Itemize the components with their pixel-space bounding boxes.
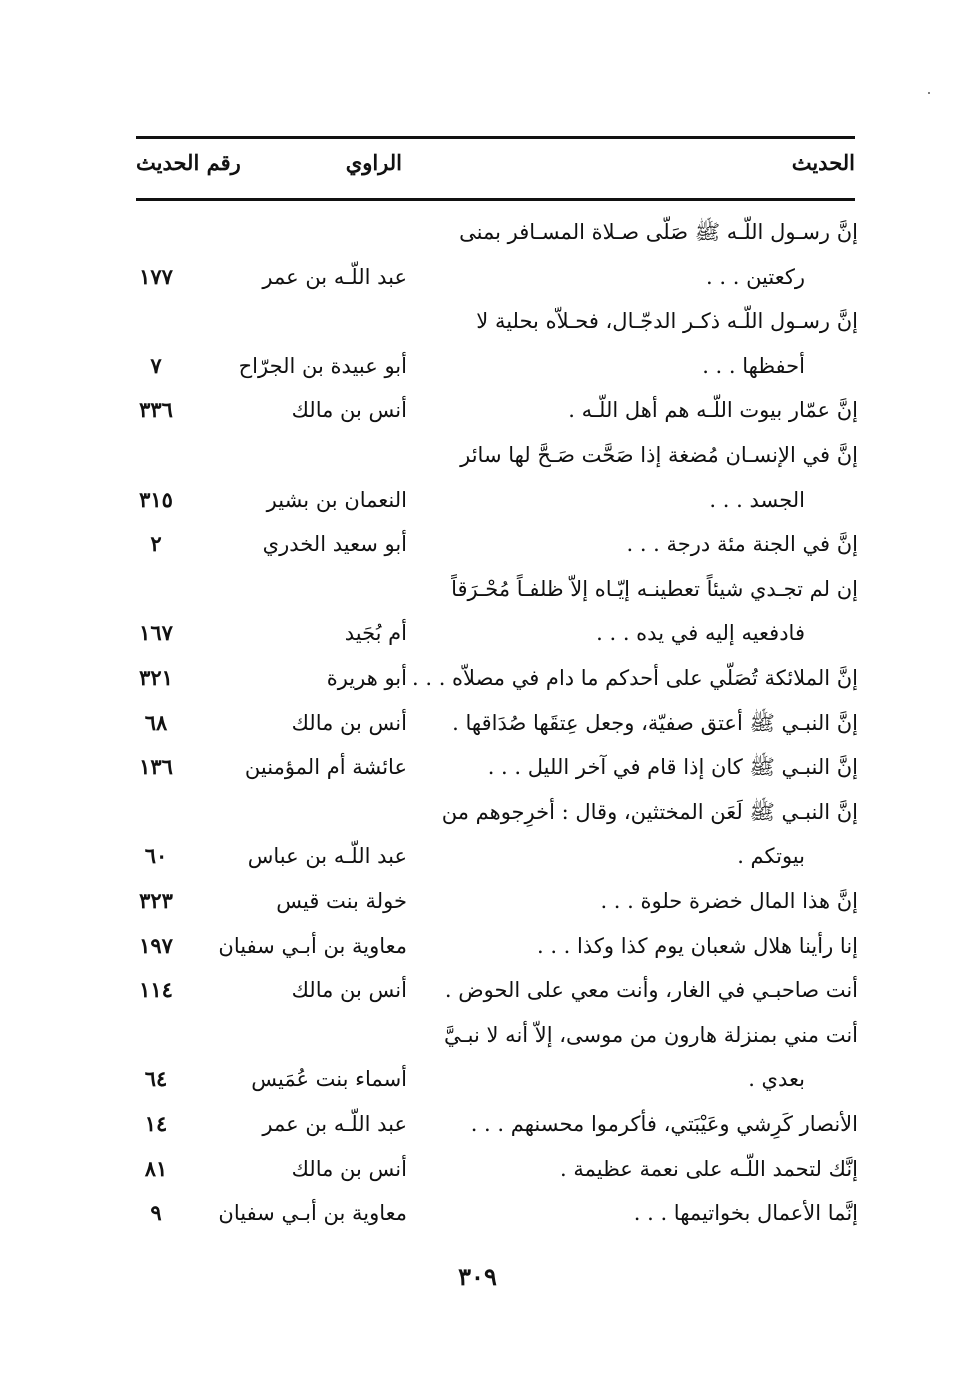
narrator-name: أنس بن مالك <box>291 978 407 1003</box>
table-line <box>0 1147 955 1191</box>
header-top-rule <box>136 136 855 139</box>
hadith-text: إنَّك لتحمد اللّـه على نعمة عظيمة . <box>559 1156 858 1181</box>
table-line <box>0 745 955 789</box>
table-line <box>0 879 955 923</box>
hadith-text: الجسد . . . <box>709 487 805 512</box>
narrator-name: أسماء بنت عُمَيس <box>251 1067 407 1092</box>
hadith-text: أحفظها . . . <box>702 353 805 378</box>
hadith-text: إنَّ عمّار بيوت اللّـه هم أهل اللّـه . <box>568 398 858 423</box>
table-header <box>136 146 855 186</box>
hadith-text: إنَّ النبـي ﷺ كان إذا قام في آخر الليل . . . <box>487 755 858 780</box>
narrator-name: عبد اللّـه بن عباس <box>247 844 407 869</box>
narrator-name: عائشة أم المؤمنين <box>244 755 407 780</box>
hadith-number: ٢ <box>150 531 162 557</box>
table-line <box>0 1102 955 1146</box>
hadith-number: ٦٨ <box>144 709 168 735</box>
narrator-name: أم بُجَيد <box>344 621 407 646</box>
hadith-text: إنَّ النبـي ﷺ أعتق صفيّة، وجعل عِتقَها صُدَاقها . <box>452 710 858 735</box>
narrator-name: أبو عبيدة بن الجرّاح <box>238 353 407 378</box>
hadith-number: ١٣٦ <box>139 754 173 780</box>
narrator-name: عبد اللّـه بن عمر <box>262 1112 407 1136</box>
hadith-number: ٧ <box>150 352 162 378</box>
hadith-text: إنَّ الملائكة تُصَلّي على أحدكم ما دام في مصلاّه . . . <box>412 666 858 690</box>
table-line <box>0 210 955 254</box>
table-line <box>0 656 955 700</box>
scan-speck <box>928 92 930 94</box>
hadith-number: ٣١٥ <box>139 486 173 512</box>
narrator-name: أبو هريرة <box>326 666 407 690</box>
hadith-text: إنَّ في الجنة مئة درجة . . . <box>626 532 858 557</box>
hadith-text: إنا رأينا هلال شعبان يوم كذا وكذا . . . <box>536 933 858 958</box>
narrator-name: خولة بنت قيس <box>276 889 407 913</box>
table-line <box>0 522 955 566</box>
hadith-text: ركعتين . . . <box>706 264 805 289</box>
hadith-text: إنَّ رسـول اللّـه ﷺ صَلّى صـلاة المسـافر بمنى <box>459 220 858 244</box>
table-line <box>0 924 955 968</box>
table-line <box>0 255 955 299</box>
narrator-name: أنس بن مالك <box>291 1156 407 1181</box>
table-line <box>0 968 955 1012</box>
hadith-text: إنَّما الأعمال بخواتيمها . . . <box>633 1201 858 1226</box>
hadith-number: ٨١ <box>144 1155 168 1181</box>
header-narrator: الراوي <box>345 150 402 175</box>
hadith-text: إنَّ هذا المال خضرة حلوة . . . <box>600 889 858 913</box>
table-line <box>0 834 955 878</box>
hadith-number: ٣٢٣ <box>139 888 173 913</box>
narrator-name: أنس بن مالك <box>291 710 407 735</box>
hadith-number: ١١٤ <box>139 977 173 1003</box>
hadith-number: ٦٠ <box>144 843 168 869</box>
header-hadith-number: رقم الحديث <box>136 150 241 175</box>
hadith-number: ١٩٧ <box>139 932 173 958</box>
narrator-name: معاوية بن أبـي سفيان <box>218 933 407 958</box>
table-line <box>0 388 955 432</box>
table-line <box>0 1013 955 1057</box>
hadith-text: فادفعيه إليه في يده . . . <box>596 621 805 646</box>
hadith-text: الأنصار كَرِشي وعَيْبَتي، فأكرموا محسنهم . . . <box>470 1112 858 1136</box>
hadith-text: إنَّ النبـي ﷺ لَعَن المختثين، وقال : أخرِجوهم من <box>441 799 858 824</box>
page-number: ٣٠٩ <box>458 1262 497 1291</box>
hadith-text: إن لم تجـدي شيئاً تعطينـه إيّـاه إلاّ ظلفـاً مُحْـرَقاً <box>451 576 858 601</box>
hadith-text: أنت مني بمنزلة هارون من موسى، إلاّ أنه لا نبـيَّ <box>444 1022 858 1047</box>
hadith-text: بعدي . <box>748 1067 805 1092</box>
table-line <box>0 1057 955 1101</box>
narrator-name: عبد اللّـه بن عمر <box>262 264 407 289</box>
hadith-text: أنت صاحبـي في الغار، وأنت معي على الحوض . <box>444 978 858 1003</box>
hadith-number: ١٦٧ <box>139 620 173 646</box>
hadith-number: ٩ <box>150 1200 162 1226</box>
table-line <box>0 790 955 834</box>
hadith-number: ٦٤ <box>144 1066 168 1092</box>
hadith-number: ١٤ <box>144 1111 168 1136</box>
table-line <box>0 344 955 388</box>
hadith-number: ١٧٧ <box>139 263 173 289</box>
hadith-number: ٣٢١ <box>139 665 173 690</box>
table-line <box>0 567 955 611</box>
header-hadith: الحديث <box>791 150 855 175</box>
hadith-number: ٣٣٦ <box>139 397 173 423</box>
table-line <box>0 433 955 477</box>
table-line <box>0 701 955 745</box>
narrator-name: النعمان بن بشير <box>266 487 407 512</box>
hadith-text: إنَّ رسـول اللّـه ذكـر الدجّـال، فحـلاّه بحلية لا <box>476 309 858 334</box>
table-line <box>0 478 955 522</box>
hadith-text: إنَّ في الإنسـان مُضغة إذا صَحَّت صَـحَّ لها سائر <box>460 443 858 467</box>
table-line <box>0 611 955 655</box>
table-line <box>0 1191 955 1235</box>
narrator-name: معاوية بن أبـي سفيان <box>218 1201 407 1226</box>
header-bottom-rule <box>136 198 855 201</box>
table-line <box>0 299 955 343</box>
hadith-text: بيوتكم . <box>737 844 805 869</box>
narrator-name: أبو سعيد الخدري <box>262 532 407 557</box>
narrator-name: أنس بن مالك <box>291 398 407 423</box>
